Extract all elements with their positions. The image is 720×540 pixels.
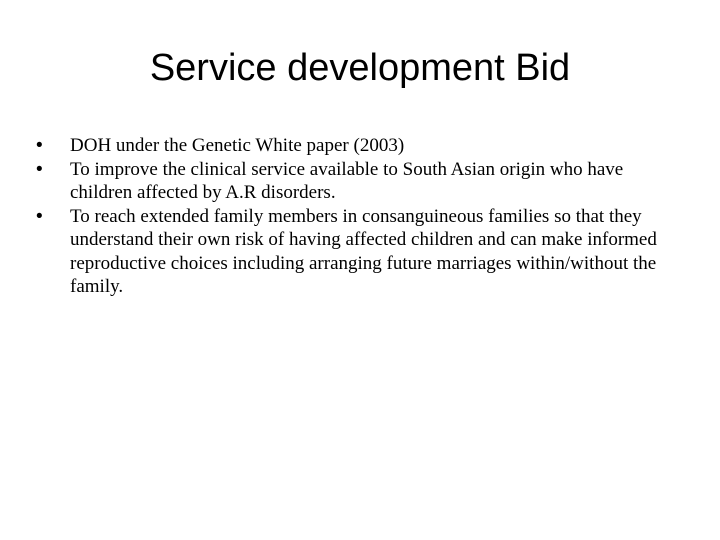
bullet-icon: • (36, 135, 43, 156)
bullet-icon: • (36, 205, 43, 227)
slide-title: Service development Bid (149, 47, 571, 89)
bullet-text: To reach extended family members in consanguineous families so that they understand their own risk of having affected children and can make informed reproductive choices including arranging future marriages within/without the family. (70, 205, 657, 297)
bullet-item (36, 158, 686, 205)
bullet-list (36, 134, 686, 299)
bullet-item (36, 134, 686, 158)
bullet-text: DOH under the Genetic White paper (2003) (70, 135, 405, 156)
bullet-item (36, 205, 686, 299)
bullet-text: To improve the clinical service available to South Asian origin who have children affected by A.R disorders. (70, 158, 624, 203)
bullet-icon: • (36, 158, 43, 180)
